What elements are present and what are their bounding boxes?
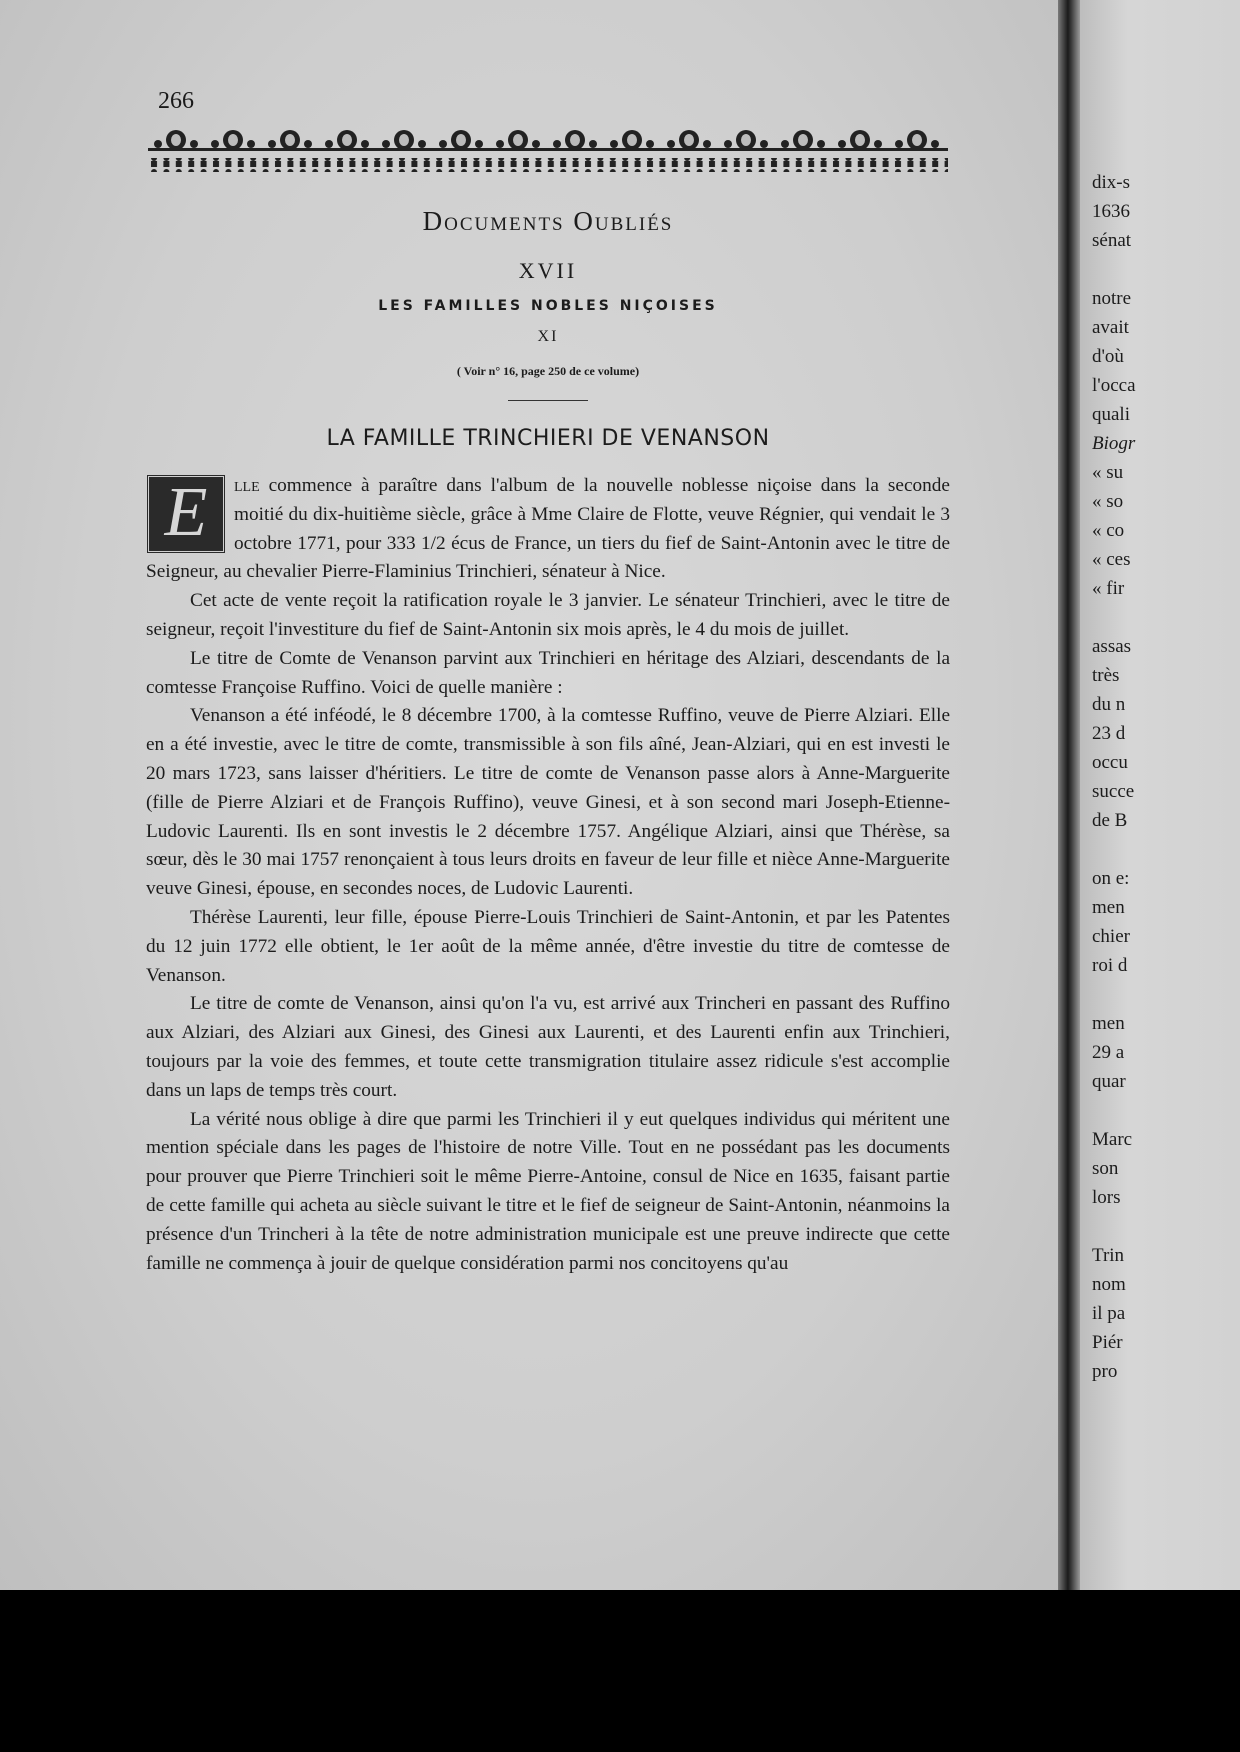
subsection-number: XI: [537, 328, 559, 345]
facing-page-line: il pa: [1092, 1303, 1126, 1324]
paragraph: Le titre de Comte de Venanson parvint aux Trinchieri en héritage des Alziari, descendants de la comtesse Françoise Ruffino. Voici de quelle manière :: [146, 647, 950, 698]
facing-page-line: avait: [1092, 317, 1129, 338]
facing-page-line: assas: [1092, 636, 1132, 657]
facing-page-line: sénat: [1092, 230, 1132, 251]
facing-page-line: on e:: [1092, 868, 1130, 889]
facing-page-line: [1092, 603, 1240, 632]
page-number: 266: [158, 88, 194, 114]
facing-page-line: lors: [1092, 1187, 1121, 1208]
series-title: Documents Oubliés: [422, 206, 674, 236]
facing-page-line: Piér: [1092, 1332, 1123, 1353]
facing-page-line: « co: [1092, 520, 1125, 541]
facing-page-line: de B: [1092, 810, 1128, 831]
part-number: XVII: [518, 258, 578, 283]
ornamental-border-icon: [148, 126, 948, 178]
facing-page-line: « fir: [1092, 578, 1125, 599]
facing-page-line: occu: [1092, 752, 1128, 773]
facing-page-line: « su: [1092, 462, 1124, 483]
facing-page-line: « ces: [1092, 549, 1131, 570]
facing-page-line: [1092, 1096, 1240, 1125]
article-body: [146, 472, 950, 1278]
paragraph: [146, 472, 950, 587]
facing-page-line: [1092, 255, 1240, 284]
facing-page-line: nom: [1092, 1274, 1126, 1295]
facing-page-line: chier: [1092, 926, 1130, 947]
section-title: LES FAMILLES NOBLES NIÇOISES: [378, 298, 718, 314]
facing-page-line: [1092, 835, 1240, 864]
facing-page-line: 1636: [1092, 201, 1130, 222]
paragraph: Cet acte de vente reçoit la ratification royale le 3 janvier. Le sénateur Trinchieri, avec le titre de seigneur, reçoit l'investiture du fief de Saint-Antonin six mois après, le 4 du mois de juillet.: [146, 590, 950, 640]
facing-page-line: 23 d: [1092, 723, 1126, 744]
facing-page-line: d'où: [1092, 346, 1124, 367]
facing-page-line: [1092, 1212, 1240, 1241]
facing-page-line: « so: [1092, 491, 1124, 512]
facing-page-line: pro: [1092, 1361, 1118, 1382]
facing-page-line: 29 a: [1092, 1042, 1125, 1063]
facing-page-line: Biogr: [1092, 433, 1136, 454]
paragraph: Le titre de comte de Venanson, ainsi qu'on l'a vu, est arrivé aux Trincheri en passant des Ruffino aux Alziari, des Alziari aux Ginesi, des Ginesi aux Laurenti, et des Laurenti enfin aux Trinchieri, toujours par la voie des femmes, et toute cette transmigration titulaire assez ridicule s'est accomplie dans un laps de temps très court.: [146, 993, 950, 1101]
facing-page-line: quali: [1092, 404, 1130, 425]
divider: [508, 400, 588, 401]
facing-page-line: quar: [1092, 1071, 1126, 1092]
paragraph-text: commence à paraître dans l'album de la nouvelle noblesse niçoise dans la seconde moitié du dix-huitième siècle, grâce à Mme Claire de Flotte, veuve Régnier, qui vendait le 3 octobre 1771, pour 333 1/2 écus de France, un tiers du fief de Saint-Antonin avec le titre de Seigneur, au chevalier Pierre-Flaminius Trinchieri, sénateur à Nice.: [146, 475, 950, 583]
facing-page-line: roi d: [1092, 955, 1128, 976]
facing-page-line: Marc: [1092, 1129, 1133, 1150]
facing-page-line: très: [1092, 665, 1120, 686]
dropcap-continuation: lle: [234, 475, 260, 496]
facing-page-line: l'occa: [1092, 375, 1136, 396]
facing-page-line: [1092, 980, 1240, 1009]
facing-page-line: du n: [1092, 694, 1126, 715]
facing-page-line: notre: [1092, 288, 1132, 309]
facing-page-line: succe: [1092, 781, 1135, 802]
facing-page-text: [1092, 168, 1240, 1386]
paragraph: Venanson a été inféodé, le 8 décembre 1700, à la comtesse Ruffino, veuve de Pierre Alziari. Elle en a été investie, avec le titre de comte, transmissible à son fils aîné, Jean-Alziari, qui en est investi le 20 mars 1723, sans laisser d'héritiers. Le titre de comte de Venanson passe alors à Anne-Marguerite (fille de Pierre Alziari et de François Ruffino), veuve Ginesi, et à son second mari Joseph-Etienne-Ludovic Laurenti. Ils en sont investis le 2 décembre 1757. Angélique Alziari, ainsi que Thérèse, sa sœur, dès le 30 mai 1757 renonçaient à tous leurs droits en faveur de leur fille et nièce Anne-Marguerite veuve Ginesi, épouse, en secondes noces, de Ludovic Laurenti.: [146, 705, 950, 900]
chapter-title: LA FAMILLE TRINCHIERI DE VENANSON: [326, 426, 770, 451]
facing-page-line: men: [1092, 897, 1125, 918]
facing-page-line: Trin: [1092, 1245, 1125, 1266]
facing-page-line: dix-s: [1092, 172, 1130, 193]
facing-page-line: son: [1092, 1158, 1119, 1179]
paragraph: Thérèse Laurenti, leur fille, épouse Pierre-Louis Trinchieri de Saint-Antonin, et par les Patentes du 12 juin 1772 elle obtient, le 1er août de la même année, d'être investie du titre de comtesse de Venanson.: [146, 906, 950, 986]
book-gutter: [1058, 0, 1080, 1590]
paragraph: La vérité nous oblige à dire que parmi les Trinchieri il y eut quelques individus qui méritent une mention spéciale dans les pages de l'histoire de notre Ville. Tout en ne possédant pas les documents pour prouver que Pierre Trinchieri soit le même Pierre-Antoine, consul de Nice en 1635, faisant partie de cette famille qui acheta au siècle suivant le titre et le fief de seigneur de Saint-Antonin, néanmoins la présence d'un Trincheri à la tête de notre administration municipale est une preuve indirecte que cette famille ne commença à jouir de quelque considération parmi nos concitoyens qu'au: [146, 1108, 950, 1274]
dropcap-letter: E: [146, 474, 226, 554]
facing-page: [1080, 0, 1240, 1590]
cross-reference: ( Voir n° 16, page 250 de ce volume): [456, 364, 640, 378]
facing-page-line: men: [1092, 1013, 1125, 1034]
